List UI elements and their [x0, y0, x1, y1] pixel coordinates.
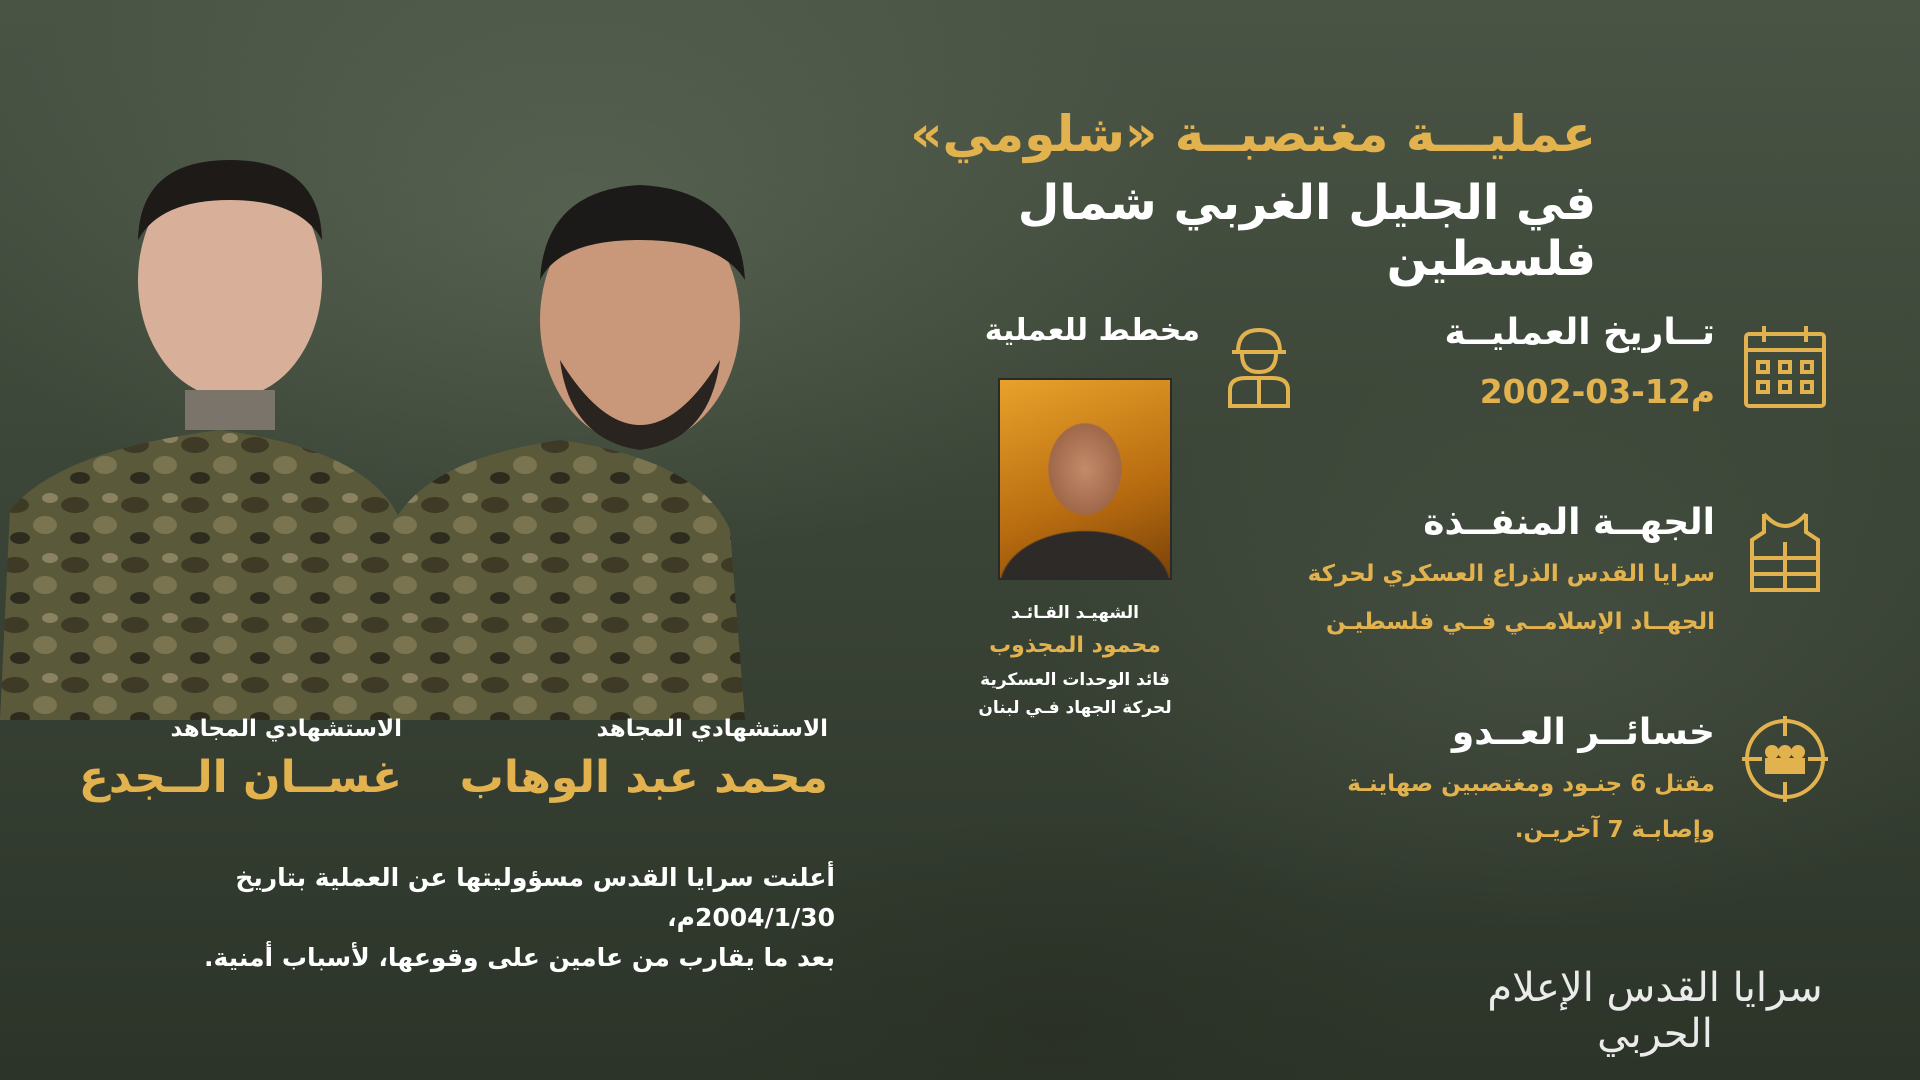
executor-line-1: سرايا القدس الذراع العسكري لحركة — [1307, 561, 1715, 587]
target-icon — [1742, 716, 1828, 802]
martyr-2-label: الاستشهادي المجاهد — [170, 716, 402, 742]
planner-caption-title: الشهيـد القـائـد — [1011, 603, 1139, 623]
note-line-2: بعد ما يقارب من عامين على وقوعها، لأسباب أمنية. — [204, 943, 835, 972]
martyr-1-label: الاستشهادي المجاهد — [596, 716, 828, 742]
note-line-1: أعلنت سرايا القدس مسؤوليتها عن العملية بتاريخ 2004/1/30م، — [235, 863, 835, 932]
losses-heading: خسائــر العــدو — [1451, 712, 1715, 753]
page-title: عمليـــة مغتصبــة «شلومي» — [910, 105, 1596, 163]
date-heading: تــاريخ العمليــة — [1444, 312, 1715, 353]
planner-role-line-2: لحركة الجهاد فـي لبنان — [978, 698, 1172, 718]
martyr-photos — [0, 130, 900, 720]
planner-photo — [998, 378, 1172, 580]
losses-line-2: وإصابـة 7 آخريـن. — [1514, 817, 1715, 843]
logo: سرايا القدس الإعلام الحربي — [1487, 965, 1823, 1057]
executor-heading: الجهــة المنفــذة — [1423, 502, 1715, 543]
martyr-2-name: غســان الــجدع — [78, 752, 402, 803]
martyr-1-name: محمد عبد الوهاب — [459, 752, 828, 803]
soldier-icon — [1224, 324, 1294, 408]
vest-icon — [1742, 508, 1828, 594]
responsibility-note — [75, 858, 835, 978]
planner-role-line-1: قائد الوحدات العسكرية — [980, 670, 1170, 690]
date-value: 2002-03-12م — [1479, 372, 1715, 411]
page-subtitle: في الجليل الغربي شمال فلسطين — [1017, 175, 1596, 287]
losses-line-1: مقتل 6 جنـود ومغتصبين صهاينـة — [1347, 771, 1715, 797]
executor-line-2: الجهــاد الإسلامــي فــي فلسطيـن — [1325, 609, 1715, 635]
planner-name: محمود المجذوب — [989, 633, 1161, 658]
planner-heading: مخطط للعملية — [984, 313, 1200, 348]
calendar-icon — [1742, 324, 1828, 410]
